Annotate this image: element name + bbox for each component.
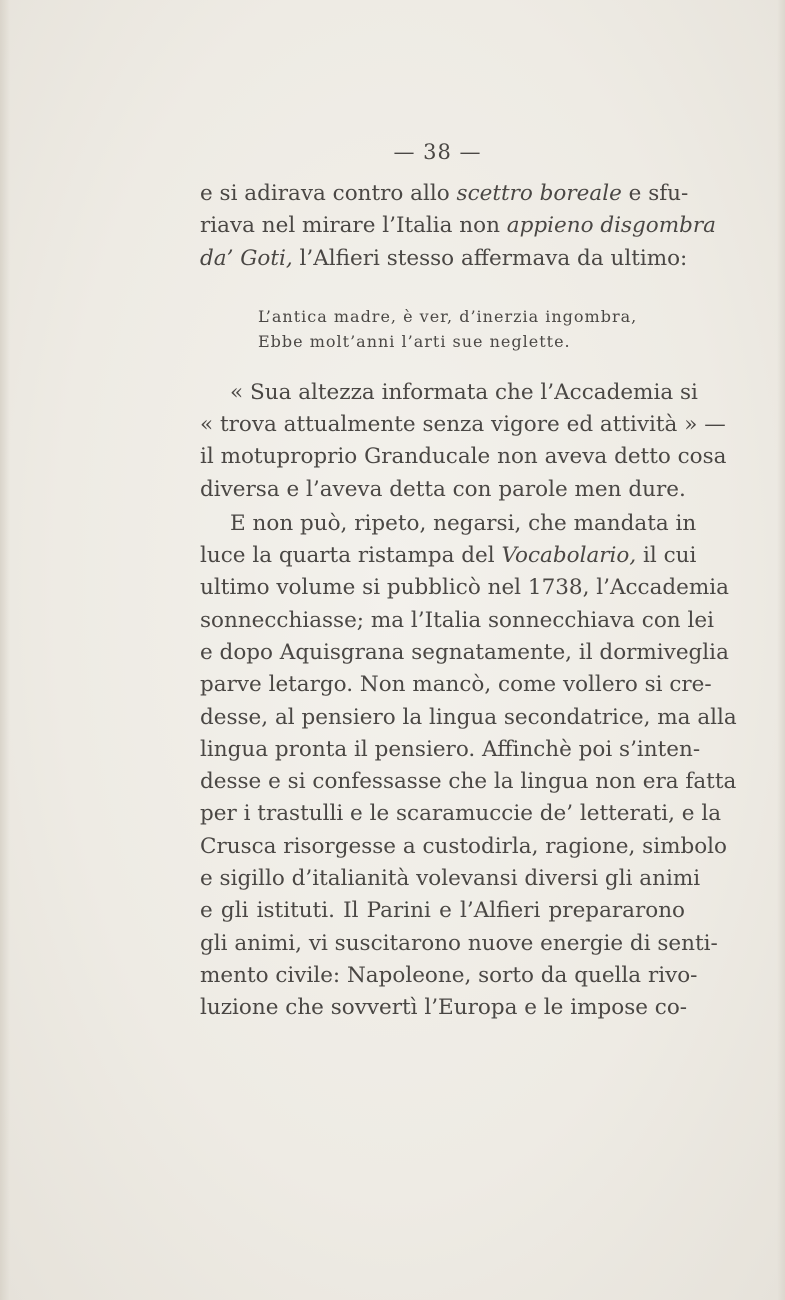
text-line: e gli istituti. Il Parini e l’Alfieri prepararono [200,898,685,923]
text-line: Crusca risorgesse a custodirla, ragione, simbolo [200,834,728,859]
text-line: desse, al pensiero la lingua secondatrice, ma alla [200,705,737,730]
text-line: luzione che sovvertì l’Europa e le impose co- [200,995,688,1020]
verse-line: Ebbe molt’anni l’arti sue neglette. [258,332,571,351]
text-span: riava nel mirare l’Italia non [200,213,507,238]
text-line: per i trastulli e le scaramuccie de’ letterati, e la [200,801,722,826]
text-span: e si adirava contro allo [200,181,457,206]
text-line: parve letargo. Non mancò, come vollero si cre- [200,672,712,697]
text-line: e sigillo d’italianità volevansi diversi gli animi [200,866,701,891]
text-line [200,178,689,210]
page-edge-right [777,0,785,1300]
text-line: diversa e l’aveva detta con parole men dure. [200,477,686,502]
text-line: e dopo Aquisgrana segnatamente, il dormiveglia [200,640,729,665]
text-line: ultimo volume si pubblicò nel 1738, l’Accademia [200,575,729,600]
text-line: « trova attualmente senza vigore ed attività » — [200,412,726,437]
text-line: il motuproprio Granducale non aveva detto cosa [200,444,727,469]
text-line: E non può, ripeto, negarsi, che mandata in [230,511,697,536]
page-number: — 38 — [393,140,482,164]
text-line [200,540,697,572]
verse-line: L’antica madre, è ver, d’inerzia ingombra, [258,307,638,326]
text-line: « Sua altezza informata che l’Accademia si [230,380,698,405]
text-line [200,210,716,242]
text-span: luce la quarta ristampa del [200,543,502,568]
text-line: sonnecchiasse; ma l’Italia sonnecchiava con lei [200,608,714,633]
italic-span: da’ Goti, [200,246,293,271]
italic-span: scettro boreale [456,181,622,206]
text-line: desse e si confessasse che la lingua non era fatta [200,769,737,794]
text-span: l’Alfieri stesso affermava da ultimo: [292,246,688,271]
text-line: mento civile: Napoleone, sorto da quella rivo- [200,963,698,988]
text-line: lingua pronta il pensiero. Affinchè poi s’inten- [200,737,701,762]
italic-span: appieno disgombra [506,213,716,238]
text-span: il cui [636,543,697,568]
italic-span: Vocabolario, [501,543,637,568]
text-line: gli animi, vi suscitarono nuove energie di senti- [200,931,718,956]
text-span: e sfu- [621,181,689,206]
text-line [200,243,688,275]
page-edge-left [0,0,10,1300]
